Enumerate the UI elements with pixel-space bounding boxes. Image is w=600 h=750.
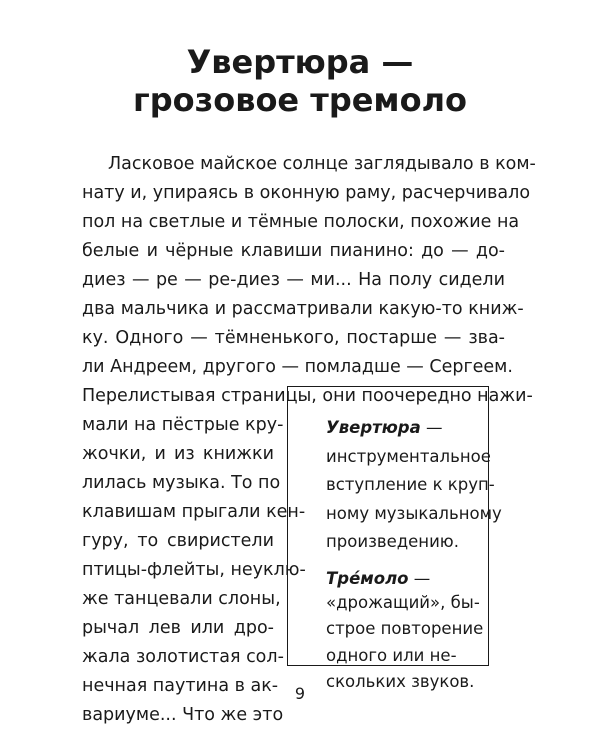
body-line: клавишам прыгали кен- xyxy=(82,502,306,522)
glossary-definition-line: строе повторение xyxy=(326,619,484,638)
body-line: Перелистывая страницы, они поочередно нажи- xyxy=(82,386,533,406)
body-line: вариуме... Что же это xyxy=(82,705,284,725)
body-line: лилась музыка. То по xyxy=(82,473,281,493)
glossary-definition-line: ному музыкальному xyxy=(326,504,502,523)
body-line: пол на светлые и тёмные полоски, похожие на xyxy=(82,212,520,232)
body-line: мали на пёстрые кру- xyxy=(82,415,284,435)
glossary-term-overture: Увертюра xyxy=(326,418,421,437)
body-line: Ласковое майское солнце заглядывало в ком- xyxy=(108,154,536,174)
body-line: два мальчика и рассматривали какую-то книж- xyxy=(82,299,524,319)
chapter-title-line-1: Увертюра — xyxy=(186,43,414,81)
body-line: же танцевали слоны, xyxy=(82,589,281,609)
page-number: 9 xyxy=(294,684,306,703)
body-line: жала золотистая сол- xyxy=(82,647,284,667)
glossary-definition-line: скольких звуков. xyxy=(326,672,475,691)
body-line: птицы-флейты, неуклю- xyxy=(82,560,306,580)
body-line: диез — ре — ре-диез — ми... На полу сидели xyxy=(82,270,505,290)
glossary-entry-tremolo-heading xyxy=(326,566,430,591)
glossary-definition-line: вступление к круп- xyxy=(326,475,495,494)
body-line: нечная паутина в ак- xyxy=(82,676,279,696)
glossary-definition-line: одного или не- xyxy=(326,646,457,665)
body-line: рычал лев или дро- xyxy=(82,618,274,638)
glossary-dash: — xyxy=(408,569,431,588)
body-line: гуру, то свиристели xyxy=(82,531,274,551)
glossary-definition-line: инструментальное xyxy=(326,447,491,466)
glossary-box xyxy=(287,386,502,691)
glossary-definition-line: «дрожащий», бы- xyxy=(326,593,480,612)
glossary-definition-line: произведению. xyxy=(326,532,459,551)
body-line: ку. Одного — тёмненького, постарше — зва- xyxy=(82,328,505,348)
body-line: жочки, и из книжки xyxy=(82,444,274,464)
body-line: ли Андреем, другого — помладше — Сергеем. xyxy=(82,357,513,377)
glossary-term-tremolo: Тре́моло xyxy=(326,569,409,588)
chapter-title-line-2: грозовое тремоло xyxy=(133,81,467,119)
body-line: белые и чёрные клавиши пианино: до — до- xyxy=(82,241,505,261)
glossary-dash: — xyxy=(420,418,443,437)
glossary-entry-overture-heading xyxy=(326,415,442,440)
body-line: нату и, упираясь в оконную раму, расчерчивало xyxy=(82,183,531,203)
